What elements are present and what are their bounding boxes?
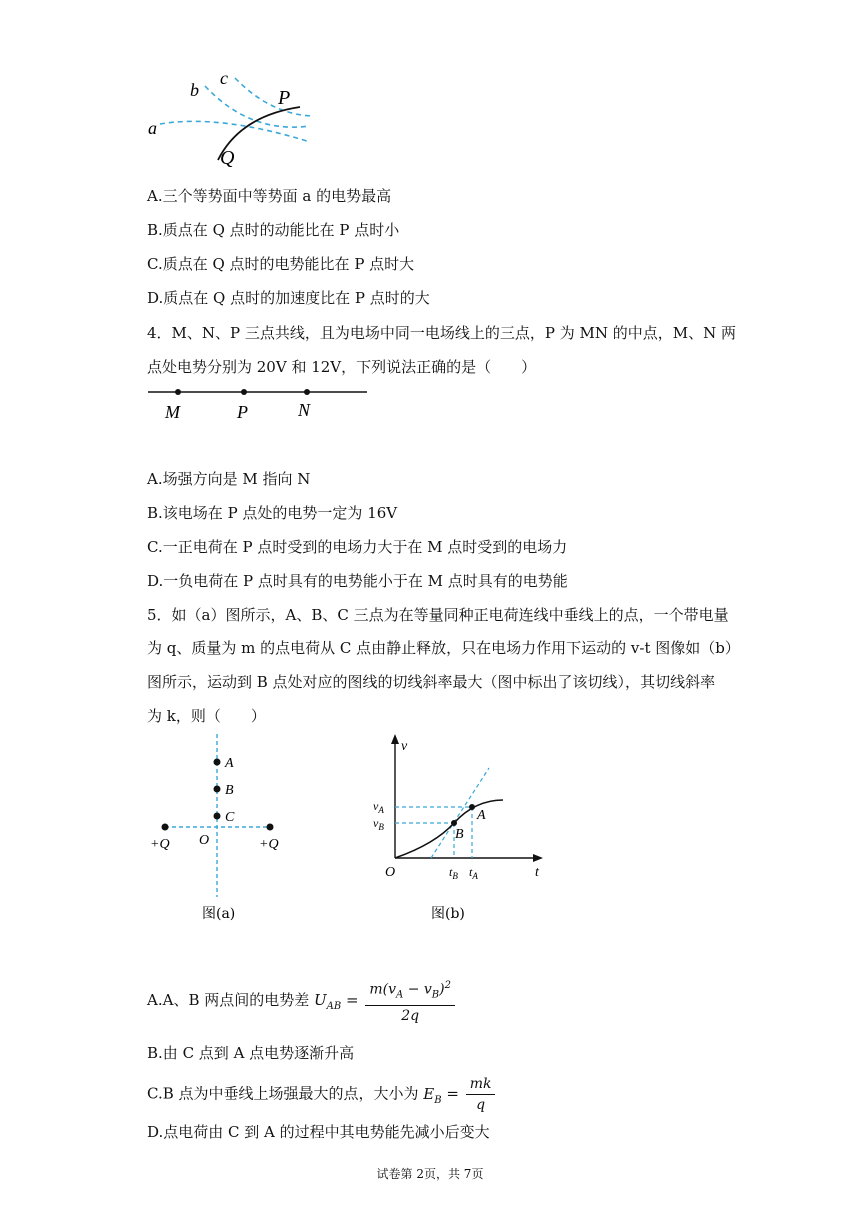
q4-stem-line2: 点处电势分别为 20V 和 12V，下列说法正确的是（ ） bbox=[147, 358, 537, 376]
label-N: N bbox=[298, 400, 311, 420]
label-c: c bbox=[220, 68, 228, 88]
fig-a-caption: 图(a) bbox=[202, 906, 236, 922]
fig-a-label-C: C bbox=[225, 810, 235, 825]
q4-option-c: C.一正电荷在 P 点时受到的电场力大于在 M 点时受到的电场力 bbox=[147, 538, 568, 556]
label-M: M bbox=[165, 402, 180, 422]
q4-option-b: B.该电场在 P 点处的电势一定为 16V bbox=[147, 504, 398, 522]
q5-option-c: C.B 点为中垂线上场强最大的点，大小为 $E_B$ = $\frac{mk}{q}$ bbox=[147, 1074, 495, 1115]
e-b-fraction: $\frac{mk}{q}$ bbox=[466, 1074, 496, 1115]
q4-stem-line1: 4．M、N、P 三点共线，且为电场中同一电场线上的三点，P 为 MN 的中点，M、N 两 bbox=[147, 324, 737, 342]
fig-b-vA: $v_A$ bbox=[373, 799, 384, 815]
q5-stem-line3: 图所示，运动到 B 点处对应的图线的切线斜率最大（图中标出了该切线），其切线斜率 bbox=[147, 673, 716, 691]
q5-stem-line1: 5．如（a）图所示，A、B、C 三点为在等量同种正电荷连线中垂线上的点，一个带电量 bbox=[147, 606, 729, 624]
q3-option-a: A.三个等势面中等势面 a 的电势最高 bbox=[147, 187, 392, 205]
label-b: b bbox=[190, 80, 199, 100]
page-footer: 试卷第 2页，共 7页 bbox=[376, 1167, 484, 1181]
fig-a-label-A: A bbox=[225, 756, 234, 771]
field-line-figure bbox=[145, 380, 375, 425]
fig-b-axis-v: v bbox=[401, 739, 408, 754]
u-ab-fraction: $\frac{m(v_A - v_B)^2}{2q}$ bbox=[365, 976, 455, 1026]
label-P: P bbox=[278, 87, 291, 109]
label-P-line: P bbox=[237, 402, 248, 422]
q4-option-a: A.场强方向是 M 指向 N bbox=[147, 470, 311, 488]
q3-option-c: C.质点在 Q 点时的电势能比在 P 点时大 bbox=[147, 255, 415, 273]
fig-b-point-A: A bbox=[477, 808, 486, 823]
equipotential-figure bbox=[140, 64, 330, 174]
figure-b bbox=[365, 732, 560, 927]
fig-b-caption: 图(b) bbox=[431, 906, 465, 922]
e-b-symbol: $E_B$ bbox=[423, 1084, 442, 1106]
label-a: a bbox=[148, 118, 157, 138]
fig-b-vB: $v_B$ bbox=[373, 816, 384, 832]
u-ab-symbol: $U_{AB}$ bbox=[314, 991, 342, 1013]
figure-a bbox=[145, 732, 305, 927]
fig-a-left-charge: +Q bbox=[150, 837, 170, 852]
fig-a-label-B: B bbox=[225, 783, 234, 798]
q5-option-b: B.由 C 点到 A 点电势逐渐升高 bbox=[147, 1044, 355, 1062]
fig-b-tB: $t_B$ bbox=[449, 865, 458, 881]
label-Q: Q bbox=[220, 147, 235, 169]
fig-a-label-O: O bbox=[199, 833, 210, 848]
fig-b-axis-t: t bbox=[535, 865, 539, 880]
q5-option-a: A.A、B 两点间的电势差 $U_{AB}$ = $\frac{m(v_A - v_B)^2}{2q}$ bbox=[147, 976, 455, 1026]
q5-stem-line4: 为 k，则（ ） bbox=[147, 707, 266, 725]
fig-a-right-charge: +Q bbox=[259, 837, 279, 852]
fig-b-point-B: B bbox=[455, 827, 464, 842]
fig-b-origin: O bbox=[385, 865, 396, 880]
q5-option-d: D.点电荷由 C 到 A 的过程中其电势能先减小后变大 bbox=[147, 1123, 490, 1141]
q4-option-d: D.一负电荷在 P 点时具有的电势能小于在 M 点时具有的电势能 bbox=[147, 572, 568, 590]
q5-stem-line2: 为 q、质量为 m 的点电荷从 C 点由静止释放，只在电场力作用下运动的 v-t 图像如（b） bbox=[147, 639, 740, 657]
q3-option-b: B.质点在 Q 点时的动能比在 P 点时小 bbox=[147, 221, 400, 239]
q3-option-d: D.质点在 Q 点时的加速度比在 P 点时的大 bbox=[147, 289, 430, 307]
fig-b-tA: $t_A$ bbox=[469, 865, 478, 881]
